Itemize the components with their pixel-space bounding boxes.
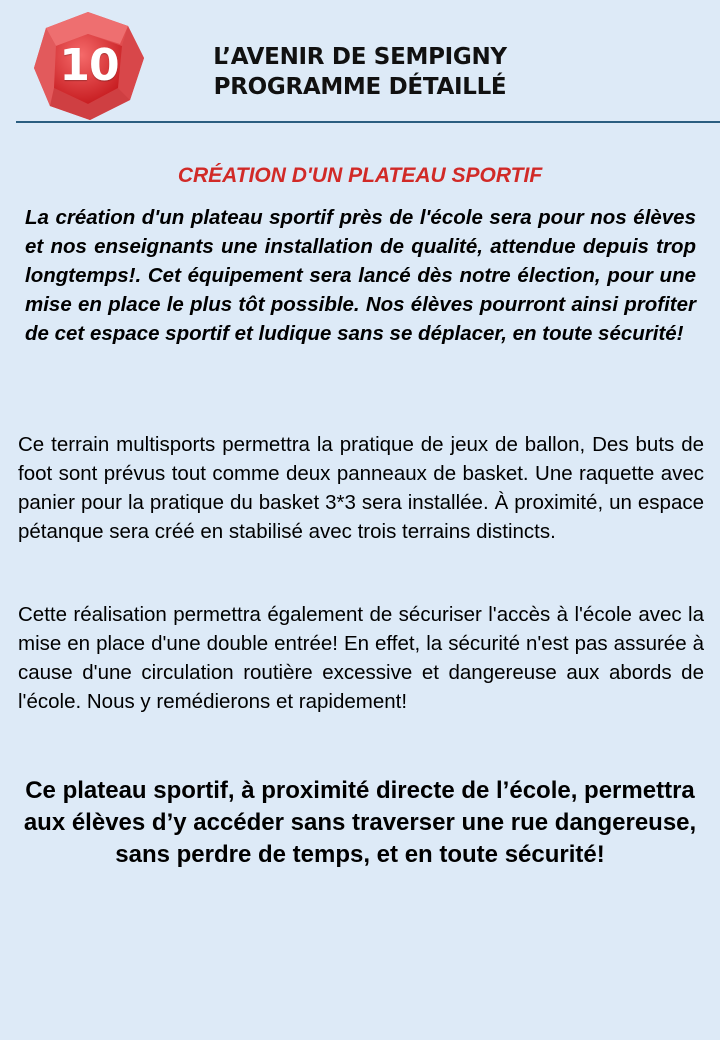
intro-paragraph: La création d'un plateau sportif près de l'école sera pour nos élèves et nos enseignants une installation de qualité, attendue depuis trop longtemps!. Cet équipement sera lancé dès notre élection, pour une mise en place le plus tôt possible. Nos élèves pourront ainsi profiter de cet espace sportif et ludique sans se déplacer, en toute sécurité! [25, 206, 696, 345]
header-divider [16, 121, 720, 123]
number-badge [30, 6, 148, 122]
page-title-line-1: L’AVENIR DE SEMPIGNY [213, 44, 507, 70]
body-paragraph-2: Cette réalisation permettra également de sécuriser l'accès à l'école avec la mise en place d'une double entrée! En effet, la sécurité n'est pas assurée à cause d'une circulation routière excessive et dangereuse aux abords de l'école. Nous y remédierons et rapidement! [18, 603, 704, 713]
section-title: CRÉATION D'UN PLATEAU SPORTIF [177, 164, 543, 187]
page-title-line-2: PROGRAMME DÉTAILLÉ [213, 74, 507, 100]
page-title [180, 42, 540, 102]
badge-number: 10 [59, 40, 119, 91]
conclusion-text: Ce plateau sportif, à proximité directe de l’école, permettra aux élèves d’y accéder sans traverser une rue dangereuse, sans perdre de temps, et en toute sécurité! [23, 777, 697, 868]
body-paragraph-1: Ce terrain multisports permettra la pratique de jeux de ballon, Des buts de foot sont prévus tout comme deux panneaux de basket. Une raquette avec panier pour la pratique du basket 3*3 sera installée. À proximité, un espace pétanque sera créé en stabilisé avec trois terrains distincts. [18, 433, 704, 543]
